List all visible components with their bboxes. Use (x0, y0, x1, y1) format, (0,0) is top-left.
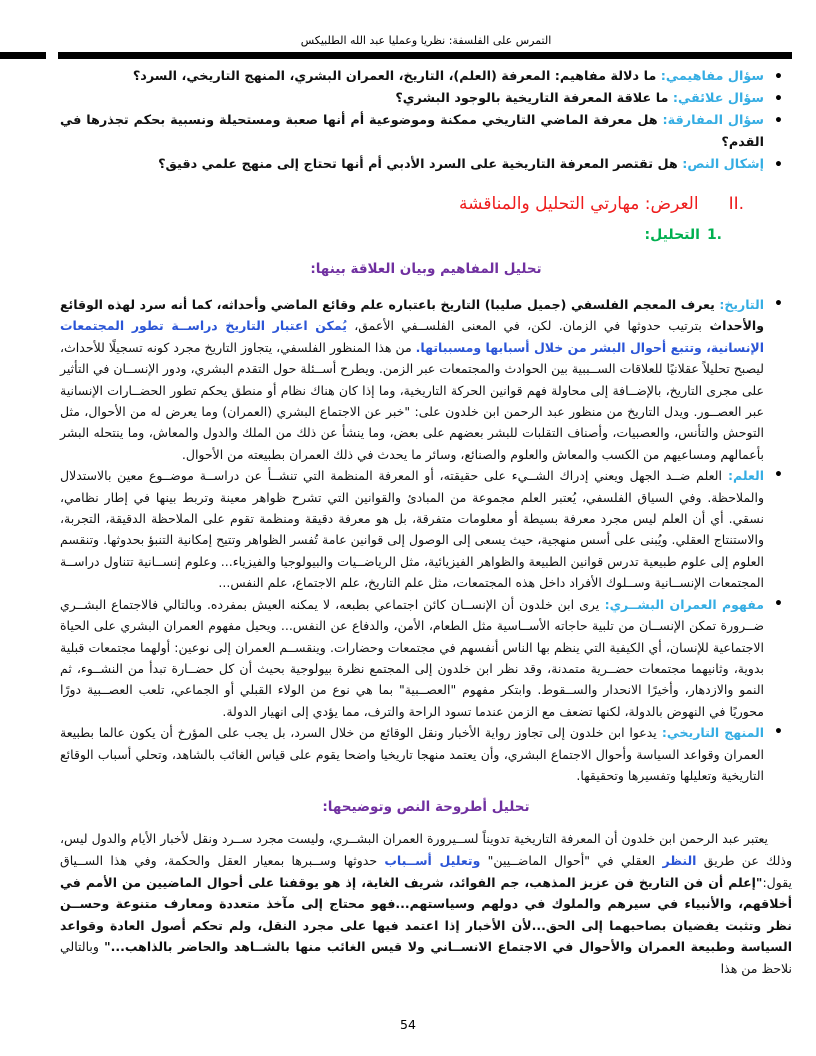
thesis-paragraph (60, 828, 792, 979)
text-run: يُمكن اعتبار التاريخ دراســة تطور المجتمعات الإنسانية، وتتبع أحوال البشر من خلال أسبابها ومسبباتها. (60, 318, 764, 355)
text-run: العلم: (721, 468, 764, 484)
section-title: العرض: مهارتي التحليل والمناقشة (459, 194, 699, 214)
question-label: إشكال النص: (682, 157, 764, 172)
question-text: هل معرفة الماضي التاريخي ممكنة وموضوعية أم أنها صعبة ومستحيلة ونسبية بحكم تجذرها في القدم؟ (60, 113, 764, 150)
header-rule-main-bar (58, 52, 792, 59)
text-run: بترتيب حدوثها في الزمان. لكن، في المعنى الفلســفي الأعمق، (346, 318, 702, 334)
text-run: مفهوم العمران البشــري: (599, 596, 764, 612)
header-title: التمرس على الفلسفة: نظريا وعمليا عبد الله الطلبيكس (300, 34, 552, 47)
text-run: يعرف المعجم الفلسفي (جميل صليبا) التاريخ باعتباره علم وقائع الماضي وأحداثه، كما أنه سرد لهذه الوقائع والأحداث (60, 297, 764, 334)
question-item-text-problem (60, 154, 792, 176)
concept-bullet-historical-method (60, 722, 792, 786)
bullet-icon: • (774, 69, 783, 85)
subsection-title: التحليل: (644, 227, 700, 243)
concept-text (60, 297, 764, 462)
bullet-icon: • (774, 157, 783, 173)
bullet-icon: • (774, 91, 783, 107)
text-run: يرى ابن خلدون أن الإنســان كائن اجتماعي بطبعه، لا يمكنه العيش بمفرده. وبالتالي فالاجتماع البشــري ضــرورة تمكن الإنســان من تلبية حاجاته الأســاسية مثل الطعام، الأمن، والدفاع عن النفس... ويحيل مفهوم العمران البشري على الحياة الاجتماعية للإنسان، أي الكيفية التي ينظم بها الناس أنفسهم في مجتمعات وحضارات. وينقســم العمران إلى نوعين: أولهما مجتمعات قبلية بدوية، وثانيهما مجتمعات حضــرية متمدنة، وقد نظر ابن خلدون إلى المجتمع نظرة بيولوجية بحيث أن كل حضــارة تبدأ من النشــوء، ثم النمو والازدهار، وأخيرًا الانحدار والســقوط. وابتكر مفهوم "العصــبية" بما هي نوع من الولاء القبلي أو الجماعي، تلعب العصــبية دورًا محوريًا في النهوض بالدولة، لكنها تضعف مع الزمن عندما تسود الراحة والترف، مما يؤدي إلى انهيار الدولة. (60, 596, 764, 719)
concept-text (60, 468, 764, 590)
concept-bullet-science (60, 465, 792, 593)
bullet-icon: • (774, 595, 783, 612)
header-rule (60, 51, 792, 60)
question-item-conceptual (60, 66, 792, 88)
page-number: 54 (400, 1017, 416, 1032)
text-run: يدعوا ابن خلدون إلى تجاوز رواية الأخبار ونقل الوقائع من خلال السرد، بل يجب على المؤرخ أن يكون عالما بطبيعة العمران وقواعد السياسة وأحوال الاجتماع البشري، وأن يعتمد منهجا تاريخيا واضحا يقوم على قياس الغائب بالشاهد، وتحلي أسباب الوقائع التاريخية وتعليلها وتفسيرها وتحقيقها. (60, 725, 764, 783)
text-run: "إعلم أن فن التاريخ فن عزيز المذهب، جم الفوائد، شريف الغاية، إذ هو يوقفنا على أحوال الماضيين من الأمم في أخلاقهم، والأنبياء في سيرهم والملوك في دولهم وسياستهم...فهو محتاج إلى مآخذ متعددة ومعارف متنوعة وحســن نظر وتثبت يفضيان بصاحبهما إلى الحق...لأن الأخبار إذا اعتمد فيها على مجرد النقل، ولم تحكم أصول العادة وقواعد السياسة وطبيعة العمران والأحوال في الاجتماع الانســاني ولا قيس الغائب منها بالشــاهد والحاضر بالذاهب..." (60, 874, 792, 955)
text-run: من هذا المنظور الفلسفي، يتجاوز التاريخ مجرد كونه تسجيلًا للأحداث، ليصبح تحليلاً عقلانيًا للعلاقات الســببية بين الحوادث والمجتمعات عبر الزمن. ويطرح أســئلة حول التقدم البشري، ودور الإنســان في التأثير على مجرى التاريخ، بالإضــافة إلى محاولة فهم قوانين الحركة التاريخية، وما إذا كان هناك نظام أو منطق يحكم تطور الحضــارات الإنسانية عبر العصــور. ويدل التاريخ من منظور عبد الرحمن ابن خلدون على: "خبر عن الاجتماع البشري (العمران) وما يعرض له من الأحوال، مثل التوحش والتأنس، والعصبيات، وأصناف التقلبات للبشر بعضهم على بعض، وما ينشأ عن ذلك من الملك والدول والمعاش، وما ينتحله البشر بأعمالهم ومساعيهم من الكسب والمعاش والعلوم والصنائع، وسائر ما يحدث في ذلك العمران بطبيعته من الأحوال. (60, 339, 764, 462)
bullet-icon: • (774, 724, 783, 741)
concept-bullet-history (60, 294, 792, 465)
text-run: وتعليل أســباب (384, 852, 481, 868)
question-text: هل تقتصر المعرفة التاريخية على السرد الأدبي أم أنها تحتاج إلى منهج علمي دقيق؟ (158, 157, 678, 172)
section-number: II. (728, 194, 744, 214)
question-label: سؤال المفارقة: (662, 113, 764, 128)
concept-list (60, 294, 792, 786)
bullet-icon: • (774, 467, 783, 484)
running-header (60, 34, 792, 60)
question-label: سؤال علائقي: (672, 91, 764, 106)
text-run: العلم ضــد الجهل ويعني إدراك الشــيء على حقيقته، أو المعرفة المنظمة التي تنشــأ عن دراســة موضــوع معين بالاستدلال والملاحظة. وفي السياق الفلسفي، يُعتبر العلم مجموعة من المبادئ والقوانين التي تشرح ظواهر معينة وتربط بينها في إطار نظامي، نسقي. أي أن العلم ليس مجرد معرفة بسيطة أو معلومات متفرقة، بل هو معرفة دقيقة ومنظمة تقوم على الملاحظة الدقيقة، التجربة، والاستنتاج العقلي. ويُبنى على أسس منهجية، حيث يسعى إلى الوصول إلى قوانين عامة تُفسر الظواهر وتتيح إمكانية التنبؤ بحدوثها. وتنقسم العلوم إلى علوم طبيعية تدرس قوانين الطبيعة والظواهر الفيزيائية، مثل الرياضــيات والبيولوجيا والفيزياء... وعلوم إنســانية تتناول دراســة المجتمعات الإنســانية وســلوك الأفراد داخل هذه المجتمعات، مثل علم التاريخ، علم الاجتماع، علم النفس... (60, 468, 764, 591)
section-heading (60, 192, 744, 216)
subsection-number: 1. (706, 227, 722, 243)
header-rule-left-bar (0, 52, 46, 59)
bullet-icon: • (774, 113, 783, 129)
text-run: النظر (662, 852, 697, 868)
thesis-heading: تحليل أطروحة النص وتوضيحها: (322, 799, 530, 816)
question-item-relational (60, 88, 792, 110)
text-run: وبالتالي نلاحظ من هذا (60, 939, 792, 976)
text-run: التاريخ: (714, 297, 765, 312)
concept-text (60, 597, 764, 719)
analysis-heading: تحليل المفاهيم وبيان العلاقة بينها: (310, 261, 542, 277)
text-run: المنهج التاريخي: (656, 725, 764, 741)
text-run: حدوثها وســبرها بمعيار العقل والحكمة، وفي هذا الســياق يقول: (60, 852, 792, 890)
bullet-icon: • (774, 296, 783, 312)
concept-text (60, 725, 764, 783)
subsection-heading (60, 224, 722, 246)
question-item-paradox (60, 110, 792, 154)
question-label: سؤال مفاهيمي: (660, 69, 764, 84)
text-run: يعتبر عبد الرحمن ابن خلدون أن المعرفة التاريخية تدويناً لســيرورة العمران البشــري، وليست مجرد ســرد ونقل لأخبار الأيام والدول ليس، وذلك عن طريق (60, 831, 793, 868)
question-text: ما علاقة المعرفة التاريخية بالوجود البشري؟ (395, 91, 669, 106)
text-run: العقلي في "أحوال الماضــيين" (480, 852, 663, 868)
question-list (60, 66, 792, 176)
concept-bullet-human-civilization (60, 594, 792, 722)
question-text: ما دلالة مفاهيم: المعرفة (العلم)، التاريخ، العمران البشري، المنهج التاريخي، السرد؟ (132, 69, 657, 84)
